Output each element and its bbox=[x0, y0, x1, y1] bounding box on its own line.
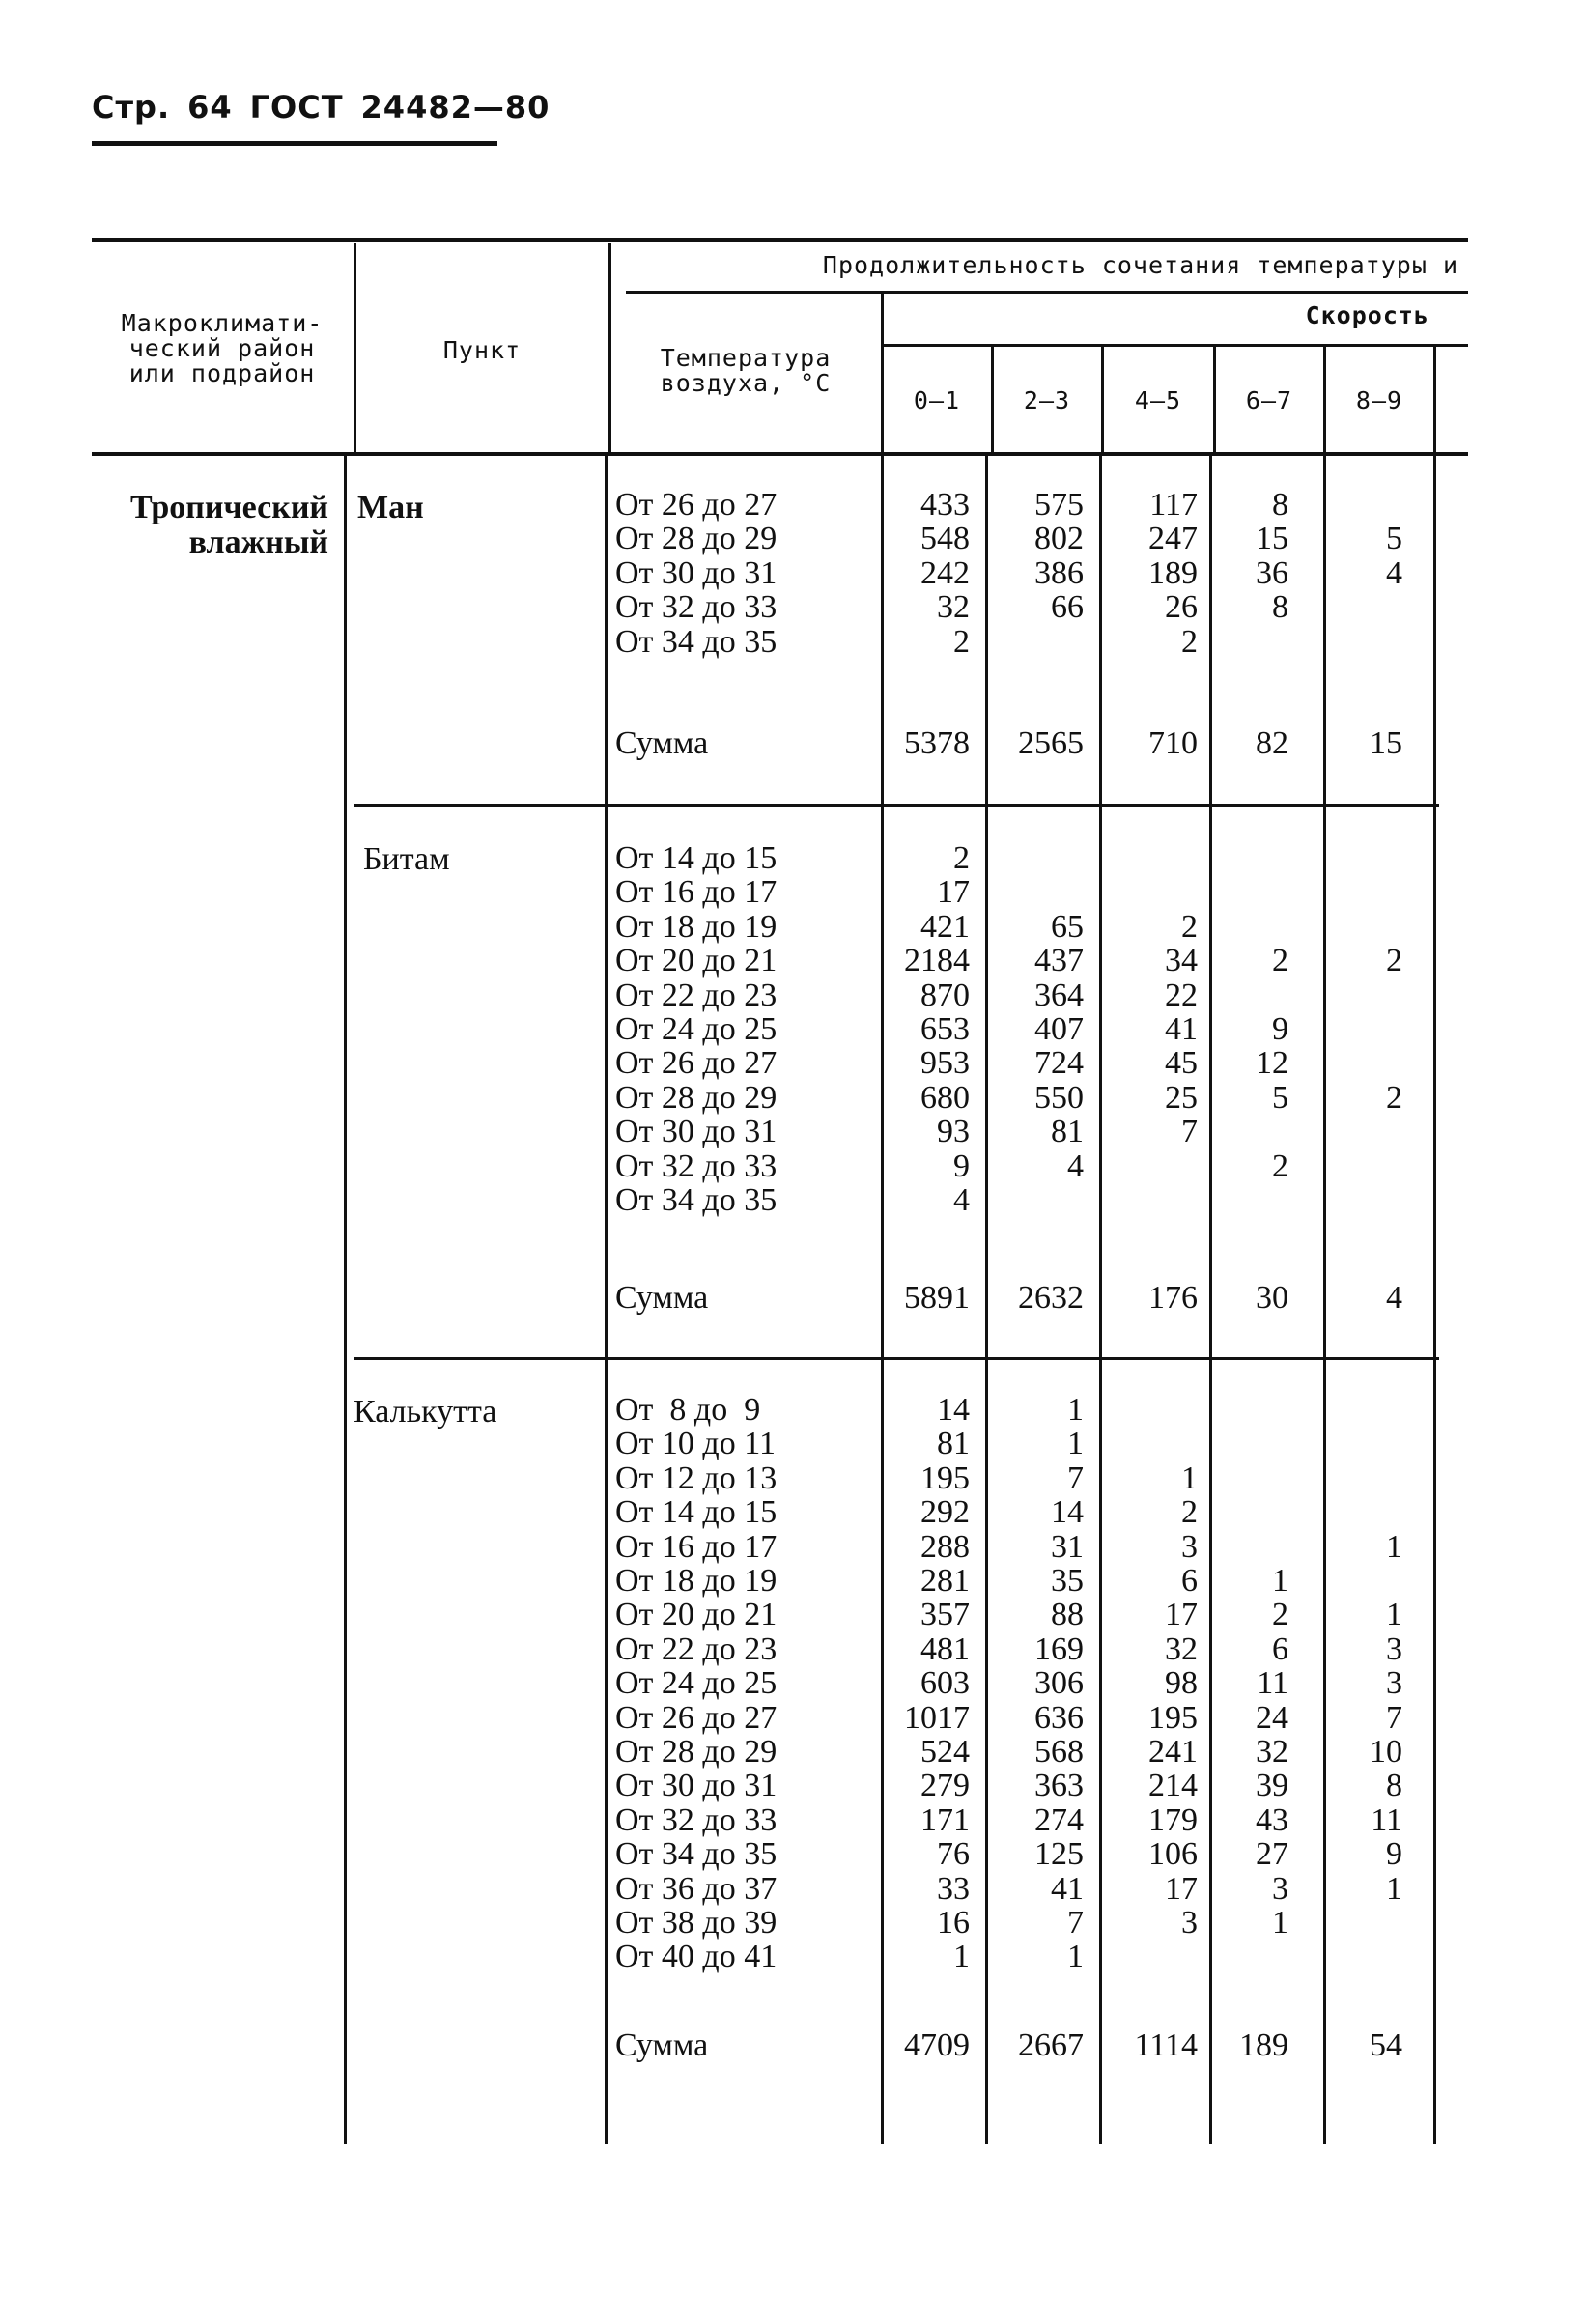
duration-value: 292 bbox=[920, 1494, 970, 1531]
duration-value: 5 bbox=[1386, 521, 1402, 557]
table-row bbox=[0, 1701, 1584, 1736]
duration-value: 31 bbox=[1051, 1528, 1084, 1565]
speed-header-rule bbox=[884, 344, 1468, 347]
table-row bbox=[0, 625, 1584, 660]
duration-value: 179 bbox=[1148, 1801, 1198, 1838]
table-row bbox=[0, 1872, 1584, 1907]
duration-value: 281 bbox=[920, 1563, 970, 1599]
header-divider-2 bbox=[608, 243, 611, 452]
duration-value: 247 bbox=[1148, 521, 1198, 557]
temperature-range: От 40 до 41 bbox=[615, 1939, 778, 1975]
duration-value: 8 bbox=[1386, 1768, 1402, 1804]
table-row bbox=[0, 1940, 1584, 1974]
duration-value: 11 bbox=[1257, 1665, 1288, 1702]
page-header bbox=[92, 89, 567, 126]
duration-value: 7 bbox=[1067, 1905, 1084, 1941]
temperature-range: От 32 до 33 bbox=[615, 1801, 778, 1838]
table-row bbox=[0, 1735, 1584, 1770]
duration-value: 3 bbox=[1181, 1905, 1198, 1941]
temperature-range: От 26 до 27 bbox=[615, 1045, 778, 1082]
duration-value: 98 bbox=[1165, 1665, 1198, 1702]
table-row bbox=[0, 488, 1584, 523]
table-row bbox=[0, 944, 1584, 978]
sum-label: Сумма bbox=[615, 2027, 709, 2063]
duration-value: 680 bbox=[920, 1079, 970, 1116]
duration-value: 6 bbox=[1181, 1563, 1198, 1599]
sum-value: 189 bbox=[1239, 2027, 1288, 2063]
temperature-range: От 36 до 37 bbox=[615, 1870, 778, 1907]
duration-value: 1 bbox=[1386, 1597, 1402, 1633]
region-name: Тропический влажный bbox=[129, 490, 328, 560]
duration-value: 43 bbox=[1256, 1801, 1288, 1838]
table-row bbox=[0, 1115, 1584, 1149]
duration-value: 22 bbox=[1165, 977, 1198, 1013]
duration-value: 41 bbox=[1165, 1011, 1198, 1047]
temperature-range: От 32 до 33 bbox=[615, 589, 778, 626]
duration-value: 3 bbox=[1272, 1870, 1288, 1907]
duration-value: 603 bbox=[920, 1665, 970, 1702]
table-row bbox=[0, 1803, 1584, 1838]
duration-value: 241 bbox=[1148, 1734, 1198, 1770]
duration-value: 8 bbox=[1272, 487, 1288, 523]
station-separator-1 bbox=[354, 804, 1439, 807]
header-speed-6-7: 6—7 bbox=[1245, 386, 1293, 414]
duration-value: 2 bbox=[1272, 943, 1288, 979]
duration-value: 5 bbox=[1272, 1079, 1288, 1116]
header-speed-4-5: 4—5 bbox=[1134, 386, 1182, 414]
duration-value: 386 bbox=[1034, 554, 1084, 591]
duration-value: 35 bbox=[1051, 1563, 1084, 1599]
duration-value: 33 bbox=[937, 1870, 970, 1907]
duration-value: 568 bbox=[1034, 1734, 1084, 1770]
duration-value: 1 bbox=[1386, 1870, 1402, 1907]
temperature-range: От 10 до 11 bbox=[615, 1426, 776, 1462]
temperature-range: От 32 до 33 bbox=[615, 1148, 778, 1184]
duration-value: 36 bbox=[1256, 554, 1288, 591]
sum-value: 2565 bbox=[1018, 725, 1084, 761]
duration-value: 802 bbox=[1034, 521, 1084, 557]
duration-value: 17 bbox=[1165, 1597, 1198, 1633]
temperature-range: От 16 до 17 bbox=[615, 1528, 778, 1565]
temperature-range: От 38 до 39 bbox=[615, 1905, 778, 1941]
duration-value: 169 bbox=[1034, 1630, 1084, 1667]
sum-value: 5891 bbox=[904, 1280, 970, 1316]
duration-value: 1 bbox=[1067, 1939, 1084, 1975]
temperature-range: От 30 до 31 bbox=[615, 1768, 778, 1804]
sum-row bbox=[0, 1281, 1584, 1316]
standard-number: 24482—80 bbox=[360, 89, 551, 126]
table-row bbox=[0, 1149, 1584, 1184]
duration-value: 88 bbox=[1051, 1597, 1084, 1633]
temperature-range: От 22 до 23 bbox=[615, 977, 778, 1013]
duration-value: 34 bbox=[1165, 943, 1198, 979]
duration-value: 7 bbox=[1181, 1114, 1198, 1150]
temperature-range: От 28 до 29 bbox=[615, 521, 778, 557]
sum-value: 82 bbox=[1256, 725, 1288, 761]
sum-value: 5378 bbox=[904, 725, 970, 761]
sum-value: 2667 bbox=[1018, 2027, 1084, 2063]
header-temperature: Температура воздуха, °С bbox=[660, 344, 832, 397]
duration-value: 242 bbox=[920, 554, 970, 591]
duration-value: 14 bbox=[937, 1392, 970, 1428]
duration-value: 7 bbox=[1386, 1699, 1402, 1736]
station-name-man: Ман bbox=[357, 490, 424, 525]
table-row bbox=[0, 875, 1584, 910]
duration-value: 2 bbox=[953, 840, 970, 876]
duration-value: 433 bbox=[920, 487, 970, 523]
table-row bbox=[0, 1632, 1584, 1667]
duration-value: 1 bbox=[1067, 1426, 1084, 1462]
header-divider-4 bbox=[991, 347, 994, 452]
temperature-range: От 24 до 25 bbox=[615, 1665, 778, 1702]
duration-value: 189 bbox=[1148, 554, 1198, 591]
temperature-range: От 8 до 9 bbox=[615, 1392, 761, 1428]
duration-value: 548 bbox=[920, 521, 970, 557]
temperature-range: От 14 до 15 bbox=[615, 840, 778, 876]
duration-value: 125 bbox=[1034, 1836, 1084, 1873]
group-header-rule bbox=[626, 291, 1468, 294]
sum-value: 710 bbox=[1148, 725, 1198, 761]
duration-value: 1017 bbox=[904, 1699, 970, 1736]
table-row bbox=[0, 1837, 1584, 1872]
duration-value: 2 bbox=[953, 623, 970, 660]
duration-value: 550 bbox=[1034, 1079, 1084, 1116]
duration-value: 195 bbox=[1148, 1699, 1198, 1736]
duration-value: 870 bbox=[920, 977, 970, 1013]
table-row bbox=[0, 1393, 1584, 1428]
table-row bbox=[0, 1906, 1584, 1941]
duration-value: 2 bbox=[1386, 1079, 1402, 1116]
duration-value: 363 bbox=[1034, 1768, 1084, 1804]
header-bottom-rule bbox=[92, 452, 1468, 456]
duration-value: 2184 bbox=[904, 943, 970, 979]
temperature-range: От 26 до 27 bbox=[615, 1699, 778, 1736]
temperature-range: От 20 до 21 bbox=[615, 943, 778, 979]
table-top-rule bbox=[92, 238, 1468, 242]
sum-value: 4 bbox=[1386, 1280, 1402, 1316]
temperature-range: От 28 до 29 bbox=[615, 1734, 778, 1770]
duration-value: 2 bbox=[1272, 1148, 1288, 1184]
station-separator-2 bbox=[354, 1357, 1439, 1360]
duration-value: 11 bbox=[1371, 1801, 1402, 1838]
duration-value: 4 bbox=[953, 1182, 970, 1218]
temperature-range: От 24 до 25 bbox=[615, 1011, 778, 1047]
duration-value: 364 bbox=[1034, 977, 1084, 1013]
duration-value: 1 bbox=[953, 1939, 970, 1975]
table-row bbox=[0, 1495, 1584, 1530]
table-row bbox=[0, 1666, 1584, 1701]
table-row bbox=[0, 1598, 1584, 1632]
duration-value: 32 bbox=[1256, 1734, 1288, 1770]
header-rule bbox=[92, 141, 497, 146]
duration-value: 76 bbox=[937, 1836, 970, 1873]
duration-value: 81 bbox=[937, 1426, 970, 1462]
duration-value: 437 bbox=[1034, 943, 1084, 979]
duration-value: 575 bbox=[1034, 487, 1084, 523]
temperature-range: От 34 до 35 bbox=[615, 1836, 778, 1873]
duration-value: 3 bbox=[1386, 1665, 1402, 1702]
duration-value: 306 bbox=[1034, 1665, 1084, 1702]
duration-value: 17 bbox=[937, 874, 970, 911]
duration-value: 9 bbox=[953, 1148, 970, 1184]
duration-value: 81 bbox=[1051, 1114, 1084, 1150]
header-speed-0-1: 0—1 bbox=[913, 386, 961, 414]
duration-value: 2 bbox=[1272, 1597, 1288, 1633]
header-group: Продолжительность сочетания температуры и bbox=[822, 251, 1458, 279]
duration-value: 14 bbox=[1051, 1494, 1084, 1531]
table-row bbox=[0, 1427, 1584, 1461]
sum-value: 15 bbox=[1370, 725, 1402, 761]
table-row bbox=[0, 841, 1584, 876]
duration-value: 1 bbox=[1272, 1905, 1288, 1941]
table-row bbox=[0, 1564, 1584, 1599]
duration-value: 724 bbox=[1034, 1045, 1084, 1082]
duration-value: 421 bbox=[920, 908, 970, 945]
header-divider-1 bbox=[354, 243, 356, 452]
temperature-range: От 14 до 15 bbox=[615, 1494, 778, 1531]
duration-value: 106 bbox=[1148, 1836, 1198, 1873]
duration-value: 407 bbox=[1034, 1011, 1084, 1047]
header-speed-2-3: 2—3 bbox=[1023, 386, 1071, 414]
header-region: Макроклимати- ческий район или подрайон bbox=[121, 309, 324, 387]
table-row bbox=[0, 1183, 1584, 1218]
duration-value: 32 bbox=[937, 589, 970, 626]
sum-value: 54 bbox=[1370, 2027, 1402, 2063]
table-row bbox=[0, 1046, 1584, 1081]
duration-value: 4 bbox=[1386, 554, 1402, 591]
duration-value: 45 bbox=[1165, 1045, 1198, 1082]
duration-value: 10 bbox=[1370, 1734, 1402, 1770]
duration-value: 9 bbox=[1386, 1836, 1402, 1873]
duration-value: 66 bbox=[1051, 589, 1084, 626]
page-number: 64 bbox=[187, 89, 233, 126]
header-speed-8-9: 8—9 bbox=[1355, 386, 1403, 414]
table-row bbox=[0, 1461, 1584, 1496]
table-row bbox=[0, 1012, 1584, 1047]
header-divider-7 bbox=[1323, 347, 1326, 452]
temperature-range: От 16 до 17 bbox=[615, 874, 778, 911]
duration-value: 524 bbox=[920, 1734, 970, 1770]
header-point: Пункт bbox=[442, 336, 522, 364]
sum-value: 2632 bbox=[1018, 1280, 1084, 1316]
duration-value: 41 bbox=[1051, 1870, 1084, 1907]
header-divider-5 bbox=[1101, 347, 1104, 452]
duration-value: 117 bbox=[1149, 487, 1198, 523]
duration-value: 171 bbox=[920, 1801, 970, 1838]
duration-value: 2 bbox=[1181, 623, 1198, 660]
sum-value: 30 bbox=[1256, 1280, 1288, 1316]
temperature-range: От 34 до 35 bbox=[615, 1182, 778, 1218]
duration-value: 1 bbox=[1067, 1392, 1084, 1428]
duration-value: 2 bbox=[1181, 908, 1198, 945]
table-row bbox=[0, 590, 1584, 625]
duration-value: 3 bbox=[1386, 1630, 1402, 1667]
duration-value: 953 bbox=[920, 1045, 970, 1082]
duration-value: 288 bbox=[920, 1528, 970, 1565]
duration-value: 1 bbox=[1181, 1460, 1198, 1496]
duration-value: 16 bbox=[937, 1905, 970, 1941]
table-row bbox=[0, 910, 1584, 945]
station-name-calcutta: Калькутта bbox=[354, 1394, 497, 1430]
sum-value: 1114 bbox=[1134, 2027, 1198, 2063]
duration-value: 274 bbox=[1034, 1801, 1084, 1838]
duration-value: 279 bbox=[920, 1768, 970, 1804]
header-divider-8 bbox=[1433, 347, 1436, 452]
temperature-range: От 18 до 19 bbox=[615, 1563, 778, 1599]
table-row bbox=[0, 1769, 1584, 1803]
duration-value: 357 bbox=[920, 1597, 970, 1633]
duration-value: 65 bbox=[1051, 908, 1084, 945]
duration-value: 8 bbox=[1272, 589, 1288, 626]
duration-value: 24 bbox=[1256, 1699, 1288, 1736]
duration-value: 214 bbox=[1148, 1768, 1198, 1804]
sum-value: 176 bbox=[1148, 1280, 1198, 1316]
duration-value: 636 bbox=[1034, 1699, 1084, 1736]
temperature-range: От 20 до 21 bbox=[615, 1597, 778, 1633]
duration-value: 2 bbox=[1386, 943, 1402, 979]
header-divider-6 bbox=[1213, 347, 1216, 452]
temperature-range: От 30 до 31 bbox=[615, 554, 778, 591]
duration-value: 3 bbox=[1181, 1528, 1198, 1565]
duration-value: 1 bbox=[1272, 1563, 1288, 1599]
temperature-range: От 28 до 29 bbox=[615, 1079, 778, 1116]
duration-value: 93 bbox=[937, 1114, 970, 1150]
duration-value: 195 bbox=[920, 1460, 970, 1496]
duration-value: 6 bbox=[1272, 1630, 1288, 1667]
duration-value: 4 bbox=[1067, 1148, 1084, 1184]
duration-value: 653 bbox=[920, 1011, 970, 1047]
duration-value: 481 bbox=[920, 1630, 970, 1667]
header-speed: Скорость bbox=[1305, 301, 1429, 329]
table-row bbox=[0, 556, 1584, 591]
sum-value: 4709 bbox=[904, 2027, 970, 2063]
duration-value: 2 bbox=[1181, 1494, 1198, 1531]
duration-value: 26 bbox=[1165, 589, 1198, 626]
table-row bbox=[0, 522, 1584, 556]
duration-value: 12 bbox=[1256, 1045, 1288, 1082]
temperature-range: От 12 до 13 bbox=[615, 1460, 778, 1496]
temperature-range: От 34 до 35 bbox=[615, 623, 778, 660]
table-row bbox=[0, 1081, 1584, 1116]
duration-value: 39 bbox=[1256, 1768, 1288, 1804]
temperature-range: От 30 до 31 bbox=[615, 1114, 778, 1150]
sum-label: Сумма bbox=[615, 725, 709, 761]
temperature-range: От 18 до 19 bbox=[615, 908, 778, 945]
temperature-range: От 22 до 23 bbox=[615, 1630, 778, 1667]
sum-row bbox=[0, 726, 1584, 761]
standard-label: ГОСТ bbox=[249, 89, 344, 126]
duration-value: 15 bbox=[1256, 521, 1288, 557]
duration-value: 32 bbox=[1165, 1630, 1198, 1667]
sum-row bbox=[0, 2028, 1584, 2063]
station-name-bitam: Битам bbox=[363, 841, 450, 877]
duration-value: 25 bbox=[1165, 1079, 1198, 1116]
table-row bbox=[0, 978, 1584, 1013]
header-divider-3 bbox=[881, 294, 884, 452]
page-label: Стр. bbox=[92, 89, 171, 126]
sum-label: Сумма bbox=[615, 1280, 709, 1316]
temperature-range: От 26 до 27 bbox=[615, 487, 778, 523]
duration-value: 9 bbox=[1272, 1011, 1288, 1047]
table-row bbox=[0, 1530, 1584, 1565]
duration-value: 27 bbox=[1256, 1836, 1288, 1873]
duration-value: 1 bbox=[1386, 1528, 1402, 1565]
duration-value: 17 bbox=[1165, 1870, 1198, 1907]
duration-value: 7 bbox=[1067, 1460, 1084, 1496]
